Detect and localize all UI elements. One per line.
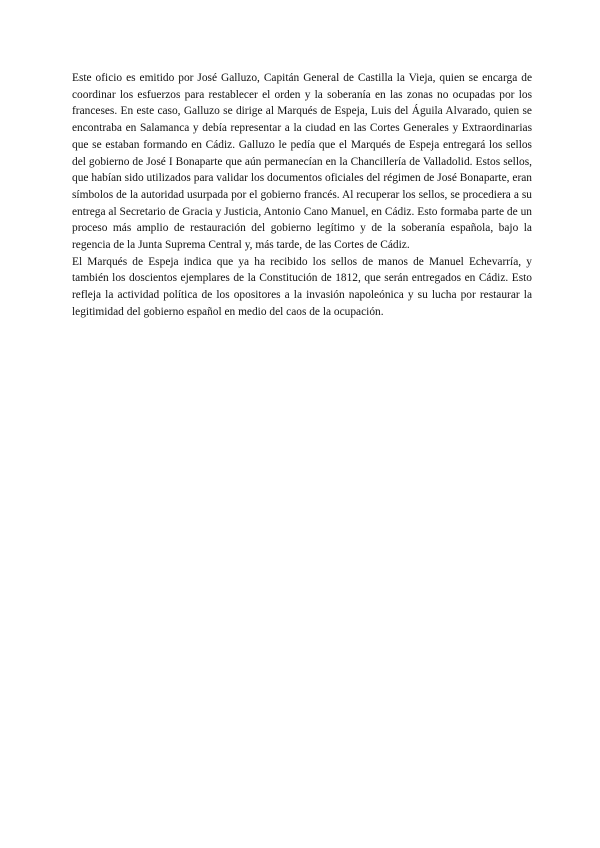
- body-text: [72, 70, 532, 321]
- paragraph-2: El Marqués de Espeja indica que ya ha recibido los sellos de manos de Manuel Echevarría, y también los doscientos ejemplares de la Constitución de 1812, que serán entregados en Cádiz. Esto refleja la actividad política de los opositores a la invasión napoleónica y su lucha por restaurar la legitimidad del gobierno español en medio del caos de la ocupación.: [72, 255, 532, 318]
- paragraph-1: Este oficio es emitido por José Galluzo, Capitán General de Castilla la Vieja, quien se encarga de coordinar los esfuerzos para restablecer el orden y la soberanía en las zonas no ocupadas por los franceses. En este caso, Galluzo se dirige al Marqués de Espeja, Luis del Águila Alvarado, quien se encontraba en Salamanca y debía representar a la ciudad en las Cortes Generales y Extraordinarias que se estaban formando en Cádiz. Galluzo le pedía que el Marqués de Espeja entregará los sellos del gobierno de José I Bonaparte que aún permanecían en la Chancillería de Valladolid. Estos sellos, que habían sido utilizados para validar los documentos oficiales del régimen de José Bonaparte, eran símbolos de la autoridad usurpada por el gobierno francés. Al recuperar los sellos, se procediera a su entrega al Secretario de Gracia y Justicia, Antonio Cano Manuel, en Cádiz. Esto formaba parte de un proceso más amplio de restauración del gobierno legítimo y de la soberanía española, bajo la regencia de la Junta Suprema Central y, más tarde, de las Cortes de Cádiz.: [72, 72, 532, 252]
